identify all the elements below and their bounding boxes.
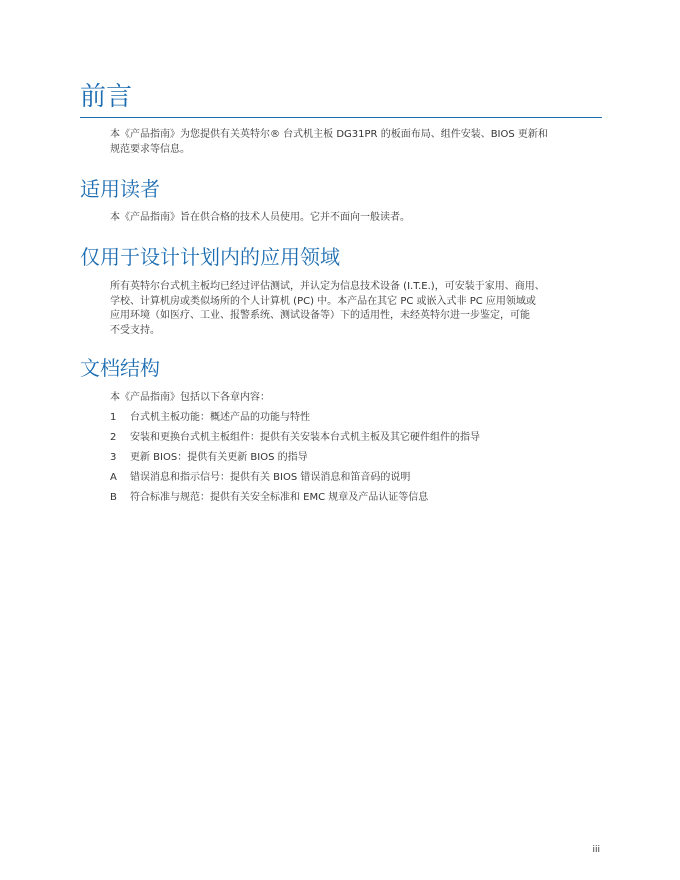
list-item	[110, 411, 602, 431]
intended-use-line: 所有英特尔台式机主板均已经过评估测试，并认定为信息技术设备 (I.T.E.)，可安装于家用、商用、	[110, 281, 545, 292]
chapter-text: 台式机主板功能：概述产品的功能与特性	[130, 412, 310, 423]
structure-lead-line: 本《产品指南》包括以下各章内容：	[110, 392, 270, 403]
list-item	[110, 451, 602, 471]
list-item	[110, 471, 602, 491]
audience-line: 本《产品指南》旨在供合格的技术人员使用。它并不面向一般读者。	[110, 212, 410, 223]
intro-line: 规范要求等信息。	[110, 143, 190, 155]
page-number: iii	[592, 845, 600, 855]
intended-use-line: 不受支持。	[110, 324, 160, 336]
audience-heading: 适用读者	[80, 177, 160, 201]
chapter-number: B	[110, 492, 117, 503]
audience-paragraph	[110, 211, 602, 226]
intro-paragraph	[110, 128, 602, 157]
list-item	[110, 491, 602, 511]
intended-use-heading: 仅用于设计计划内的应用领域	[80, 245, 340, 269]
structure-lead	[110, 391, 602, 406]
list-item	[110, 431, 602, 451]
chapter-number: 1	[110, 412, 117, 423]
structure-heading: 文档结构	[80, 356, 160, 380]
chapter-number: 3	[110, 452, 117, 463]
chapter-text: 安装和更换台式机主板组件：提供有关安装本台式机主板及其它硬件组件的指导	[130, 432, 480, 443]
title-divider	[80, 117, 602, 118]
chapter-text: 错误消息和指示信号：提供有关 BIOS 错误消息和笛音码的说明	[130, 472, 411, 483]
intended-use-paragraph	[110, 280, 602, 338]
chapter-number: 2	[110, 432, 117, 443]
chapter-list	[110, 411, 602, 511]
chapter-text: 更新 BIOS：提供有关更新 BIOS 的指导	[130, 452, 308, 463]
intended-use-line: 学校、计算机房或类似场所的个人计算机 (PC) 中。本产品在其它 PC 或嵌入式非 PC 应用领域或	[110, 295, 536, 307]
intro-line: 本《产品指南》为您提供有关英特尔® 台式机主板 DG31PR 的板面布局、组件安装、BIOS 更新和	[110, 129, 548, 140]
chapter-text: 符合标准与规范：提供有关安全标准和 EMC 规章及产品认证等信息	[130, 492, 429, 503]
chapter-number: A	[110, 472, 117, 483]
page-title: 前言	[80, 82, 133, 112]
intended-use-line: 应用环境（如医疗、工业、报警系统、测试设备等）下的适用性，未经英特尔进一步鉴定，可能	[110, 310, 530, 321]
